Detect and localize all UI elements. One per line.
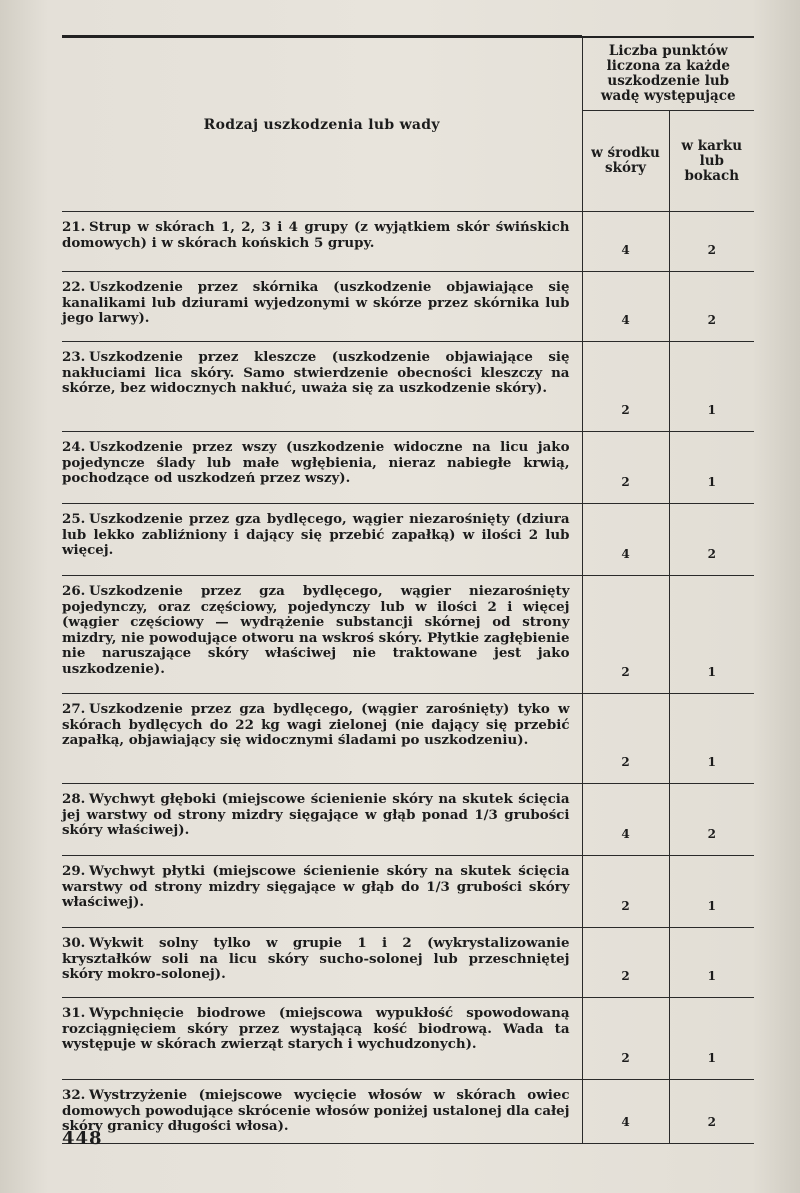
points-srodek: 4 <box>582 212 669 272</box>
row-text: Uszkodzenie przez gza bydlęcego, (wągier zarośnięty) tyko w skórach bydlęcych do 22 kg wagi zielonej (nie dający się przebić zapałką, objawiający się widocznymi śladami po uszkodzeniu). <box>62 701 570 748</box>
row-description <box>62 1080 582 1144</box>
row-number: 22. <box>62 279 86 295</box>
table-row <box>62 998 754 1080</box>
table-row <box>62 342 754 432</box>
defects-table <box>62 36 754 1144</box>
row-description <box>62 928 582 998</box>
row-description <box>62 504 582 576</box>
row-description <box>62 272 582 342</box>
page-number: 448 <box>62 1128 103 1149</box>
table-row <box>62 576 754 694</box>
table-row <box>62 432 754 504</box>
points-srodek: 4 <box>582 504 669 576</box>
row-description <box>62 342 582 432</box>
row-description <box>62 212 582 272</box>
header-row <box>62 37 754 111</box>
row-text: Uszkodzenie przez wszy (uszkodzenie widoczne na licu jako pojedyncze ślady lub małe wgłębienia, nieraz nabiegłe krwią, pochodzące od uszkodzeń przez wszy). <box>62 439 570 486</box>
row-number: 24. <box>62 439 86 455</box>
row-text: Strup w skórach 1, 2, 3 i 4 grupy (z wyjątkiem skór świńskich domowych) i w skórach końskich 5 grupy. <box>62 219 570 251</box>
row-description <box>62 694 582 784</box>
table-row <box>62 694 754 784</box>
table-row <box>62 212 754 272</box>
points-srodek: 2 <box>582 342 669 432</box>
row-description <box>62 576 582 694</box>
table-row <box>62 1080 754 1144</box>
points-srodek: 4 <box>582 784 669 856</box>
row-number: 32. <box>62 1087 86 1103</box>
row-text: Wypchnięcie biodrowe (miejscowa wypukłość spowodowaną rozciągnięciem skóry przez wystającą kość biodrową. Wada ta występuje w skórach zwierząt starych i wychudzonych). <box>62 1005 570 1052</box>
row-number: 27. <box>62 701 86 717</box>
row-description <box>62 784 582 856</box>
row-text: Uszkodzenie przez gza bydlęcego, wągier niezarośnięty (dziura lub lekko zabliźniony i dający się przebić zapałką) w ilości 2 lub więcej. <box>62 511 570 558</box>
points-kark: 1 <box>669 856 754 928</box>
points-kark: 2 <box>669 504 754 576</box>
points-srodek: 2 <box>582 576 669 694</box>
points-srodek: 2 <box>582 928 669 998</box>
row-number: 26. <box>62 583 86 599</box>
row-number: 29. <box>62 863 86 879</box>
points-srodek: 2 <box>582 998 669 1080</box>
table-row <box>62 504 754 576</box>
points-kark: 1 <box>669 576 754 694</box>
points-kark: 2 <box>669 272 754 342</box>
row-description <box>62 432 582 504</box>
row-number: 25. <box>62 511 86 527</box>
points-kark: 1 <box>669 998 754 1080</box>
points-kark: 1 <box>669 342 754 432</box>
points-kark: 1 <box>669 928 754 998</box>
table-row <box>62 928 754 998</box>
row-number: 21. <box>62 219 86 235</box>
points-kark: 2 <box>669 212 754 272</box>
points-kark: 2 <box>669 1080 754 1144</box>
header-col-kark: w karku lub bokach <box>669 111 754 212</box>
table-row <box>62 784 754 856</box>
row-text: Wykwit solny tylko w grupie 1 i 2 (wykrystalizowanie kryształków soli na licu skóry sucho-solonej lub przeschniętej skóry mokro-solonej). <box>62 935 570 982</box>
points-srodek: 2 <box>582 694 669 784</box>
table-row <box>62 272 754 342</box>
points-kark: 1 <box>669 432 754 504</box>
points-srodek: 2 <box>582 856 669 928</box>
row-number: 28. <box>62 791 86 807</box>
row-number: 31. <box>62 1005 86 1021</box>
points-srodek: 4 <box>582 272 669 342</box>
points-srodek: 2 <box>582 432 669 504</box>
header-rodzaj: Rodzaj uszkodzenia lub wady <box>62 37 582 212</box>
row-text: Uszkodzenie przez skórnika (uszkodzenie objawiające się kanalikami lub dziurami wyjedzonymi w skórze przez skórnika lub jego larwy). <box>62 279 570 326</box>
row-description <box>62 856 582 928</box>
table-row <box>62 856 754 928</box>
points-kark: 2 <box>669 784 754 856</box>
row-text: Wychwyt płytki (miejscowe ścienienie skóry na skutek ścięcia warstwy od strony mizdry sięgające w głąb do 1/3 grubości skóry właściwej). <box>62 863 570 910</box>
header-col-srodek: w środku skóry <box>582 111 669 212</box>
row-text: Uszkodzenie przez kleszcze (uszkodzenie objawiające się nakłuciami lica skóry. Samo stwierdzenie obecności kleszczy na skórze, bez widocznych nakłuć, uważa się za uszkodzenie skóry). <box>62 349 570 396</box>
row-description <box>62 998 582 1080</box>
header-liczba: Liczba punktów liczona za każde uszkodzenie lub wadę występujące <box>582 37 754 111</box>
row-text: Wychwyt głęboki (miejscowe ścienienie skóry na skutek ścięcia jej warstwy od strony mizdry sięgające w głąb ponad 1/3 grubości skóry właściwej). <box>62 791 570 838</box>
row-number: 30. <box>62 935 86 951</box>
row-number: 23. <box>62 349 86 365</box>
points-kark: 1 <box>669 694 754 784</box>
points-srodek: 4 <box>582 1080 669 1144</box>
row-text: Uszkodzenie przez gza bydlęcego, wągier niezarośnięty pojedynczy, oraz częściowy, pojedynczy lub w ilości 2 i więcej (wągier częściowy — wydrążenie substancji skórnej od strony mizdry, nie powodujące otworu na wskroś skóry. Płytkie zagłębienie nie naruszające skóry właściwej nie traktowane jest jako uszkodzenie). <box>62 583 570 677</box>
row-text: Wystrzyżenie (miejscowe wycięcie włosów w skórach owiec domowych powodujące skrócenie włosów poniżej ustalonej dla całej skóry granicy długości włosa). <box>62 1087 570 1134</box>
